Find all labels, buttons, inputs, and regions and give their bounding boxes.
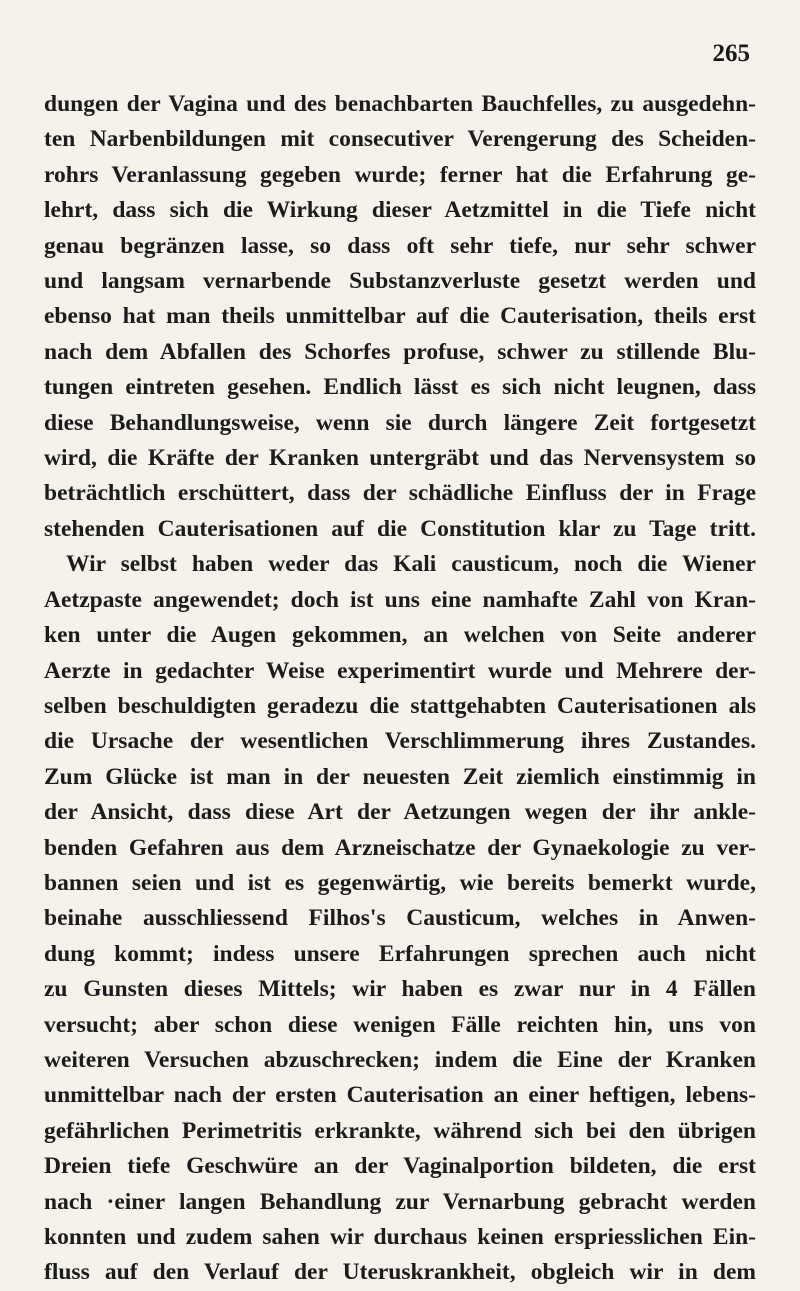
page-number: 265 bbox=[712, 40, 750, 67]
text-line: fluss auf den Verlauf der Uteruskrankheit, obgleich wir in dem bbox=[44, 1259, 756, 1286]
text-line: bannen seien und ist es gegenwärtig, wie bereits bemerkt wurde, bbox=[44, 869, 756, 896]
text-line: konnten und zudem sahen wir durchaus keinen erspriesslichen Ein- bbox=[44, 1224, 756, 1250]
text-line: diese Behandlungsweise, wenn sie durch längere Zeit fortgesetzt bbox=[44, 409, 756, 436]
text-line: tungen eintreten gesehen. Endlich lässt es sich nicht leugnen, dass bbox=[44, 374, 756, 401]
text-line: wird, die Kräfte der Kranken untergräbt und das Nervensystem so bbox=[44, 445, 756, 472]
text-line: der Ansicht, dass diese Art der Aetzungen wegen der ihr ankle- bbox=[44, 799, 756, 826]
text-line: gefährlichen Perimetritis erkrankte, während sich bei den übrigen bbox=[44, 1117, 756, 1144]
text-line: Dreien tiefe Geschwüre an der Vaginalportion bildeten, die erst bbox=[44, 1153, 756, 1180]
text-line: versucht; aber schon diese wenigen Fälle reichten hin, uns von bbox=[44, 1011, 756, 1038]
text-line: zu Gunsten dieses Mittels; wir haben es zwar nur in 4 Fällen bbox=[44, 976, 756, 1003]
text-line: benden Gefahren aus dem Arzneischatze der Gynaekologie zu ver- bbox=[44, 834, 756, 861]
text-line: nach ·einer langen Behandlung zur Vernarbung gebracht werden bbox=[44, 1188, 756, 1215]
text-line: beinahe ausschliessend Filhos's Causticum, welches in Anwen- bbox=[44, 905, 756, 932]
text-line: dungen der Vagina und des benachbarten Bauchfelles, zu ausgedehn- bbox=[44, 91, 756, 117]
text-line: weiteren Versuchen abzuschrecken; indem die Eine der Kranken bbox=[44, 1046, 756, 1073]
text-line: ebenso hat man theils unmittelbar auf die Cauterisation, theils erst bbox=[44, 303, 756, 330]
text-line: nach dem Abfallen des Schorfes profuse, schwer zu stillende Blu- bbox=[44, 338, 756, 365]
text-line: rohrs Veranlassung gegeben wurde; ferner hat die Erfahrung ge- bbox=[44, 161, 756, 188]
text-line: Wir selbst haben weder das Kali causticum, noch die Wiener bbox=[66, 551, 756, 578]
text-line: beträchtlich erschüttert, dass der schädliche Einfluss der in Frage bbox=[44, 480, 756, 507]
text-line: Aetzpaste angewendet; doch ist uns eine namhafte Zahl von Kran- bbox=[44, 586, 756, 613]
text-line: ten Narbenbildungen mit consecutiver Verengerung des Scheiden- bbox=[44, 126, 756, 153]
text-line: dung kommt; indess unsere Erfahrungen sprechen auch nicht bbox=[44, 940, 756, 967]
text-line: lehrt, dass sich die Wirkung dieser Aetzmittel in die Tiefe nicht bbox=[44, 197, 756, 224]
text-line: Zum Glücke ist man in der neuesten Zeit ziemlich einstimmig in bbox=[44, 763, 756, 790]
text-line: die Ursache der wesentlichen Verschlimmerung ihres Zustandes. bbox=[44, 728, 756, 755]
text-line: und langsam vernarbende Substanzverluste gesetzt werden und bbox=[44, 268, 756, 295]
text-line: Aerzte in gedachter Weise experimentirt wurde und Mehrere der- bbox=[44, 657, 756, 684]
text-line: genau begränzen lasse, so dass oft sehr tiefe, nur sehr schwer bbox=[44, 232, 756, 259]
text-line: unmittelbar nach der ersten Cauterisation an einer heftigen, lebens- bbox=[44, 1082, 756, 1109]
body-text bbox=[44, 87, 756, 1291]
text-line: stehenden Cauterisationen auf die Constitution klar zu Tage tritt. bbox=[44, 515, 756, 542]
text-line: selben beschuldigten geradezu die stattgehabten Cauterisationen als bbox=[44, 692, 756, 719]
text-line: ken unter die Augen gekommen, an welchen von Seite anderer bbox=[44, 622, 756, 649]
